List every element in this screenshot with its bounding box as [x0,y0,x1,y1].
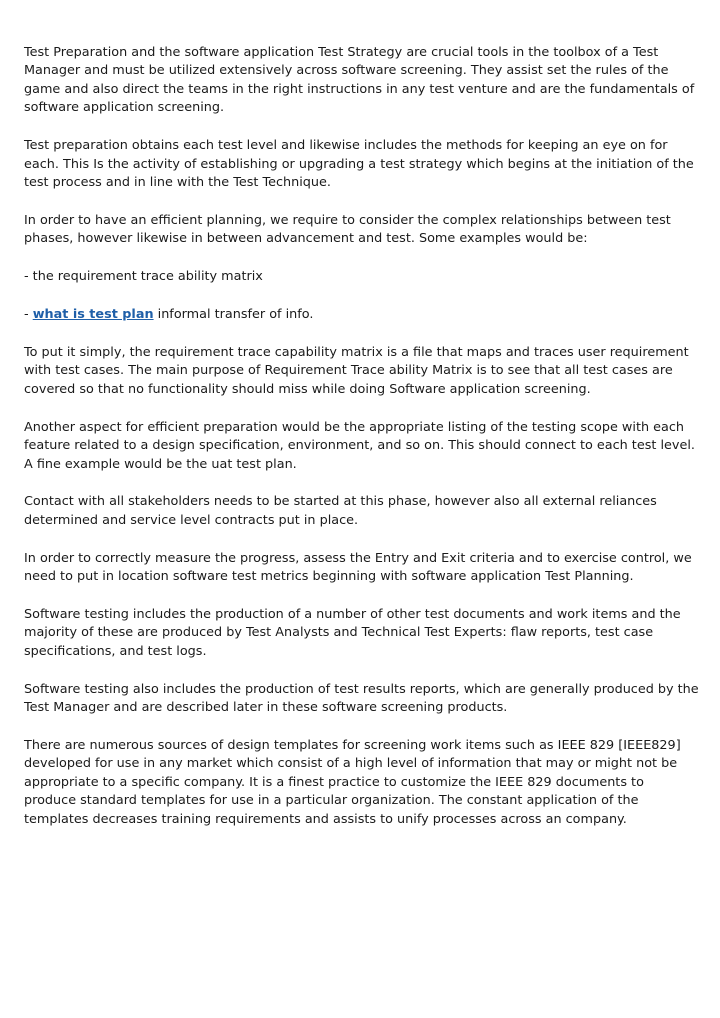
what-is-test-plan-link[interactable]: what is test plan [32,307,154,323]
paragraph-test-preparation-intro: Test Preparation and the software application Test Strategy are crucial tools in the toolbox of a Test Manager and must be utilized extensively across software screening. They assist set the rules of the game and also direct the teams in the right instructions in any test venture and are the fundamentals of software application screening. [24,45,695,116]
list-item-trace-ability-matrix: - the requirement trace ability matrix [24,269,263,285]
paragraph-test-documents: Software testing includes the production of a number of other test documents and work items and the majority of these are produced by Test Analysts and Technical Test Experts: flaw reports, test case specifications, and test logs. [24,607,681,659]
document-body [24,44,700,849]
paragraph-trace-capability-matrix: To put it simply, the requirement trace capability matrix is a file that maps and traces user requirement with test cases. The main purpose of Requirement Trace ability Matrix is to see that all test cases are covered so that no functionality should miss while doing Software application screening. [24,344,689,397]
paragraph-test-results-reports: Software testing also includes the production of test results reports, which are generally produced by the Test Manager and are described later in these software screening products. [24,681,699,716]
paragraph-efficient-planning: In order to have an efficient planning, we require to consider the complex relationships between test phases, however likewise in between advancement and test. Some examples would be: [24,212,671,247]
paragraph-testing-scope: Another aspect for efficient preparation would be the appropriate listing of the testing scope with each feature related to a design specification, environment, and so on. This should connect to each test level. A fine example would be the uat test plan. [24,419,695,472]
paragraph-test-metrics: In order to correctly measure the progress, assess the Entry and Exit criteria and to exercise control, we need to put in location software test metrics beginning with software application Test Planning. [24,550,692,585]
paragraph-test-preparation-levels: Test preparation obtains each test level and likewise includes the methods for keeping an eye on for each. This Is the activity of establishing or upgrading a test strategy which begins at the initiation of the test process and in line with the Test Technique. [24,138,694,190]
list-item-dash: - [24,307,33,323]
list-item-test-plan [24,306,700,324]
paragraph-stakeholders: Contact with all stakeholders needs to be started at this phase, however also all external reliances determined and service level contracts put in place. [24,494,657,528]
list-item-suffix: informal transfer of info. [153,307,314,323]
paragraph-design-templates: There are numerous sources of design templates for screening work items such as IEEE 829 [IEEE829] developed for use in any market which consist of a high level of information that may or might not be appropriate to a specific company. It is a finest practice to customize the IEEE 829 documents to produce standard templates for use in a particular organization. The constant application of the templates decreases training requirements and assists to unify processes across an company. [24,738,681,827]
